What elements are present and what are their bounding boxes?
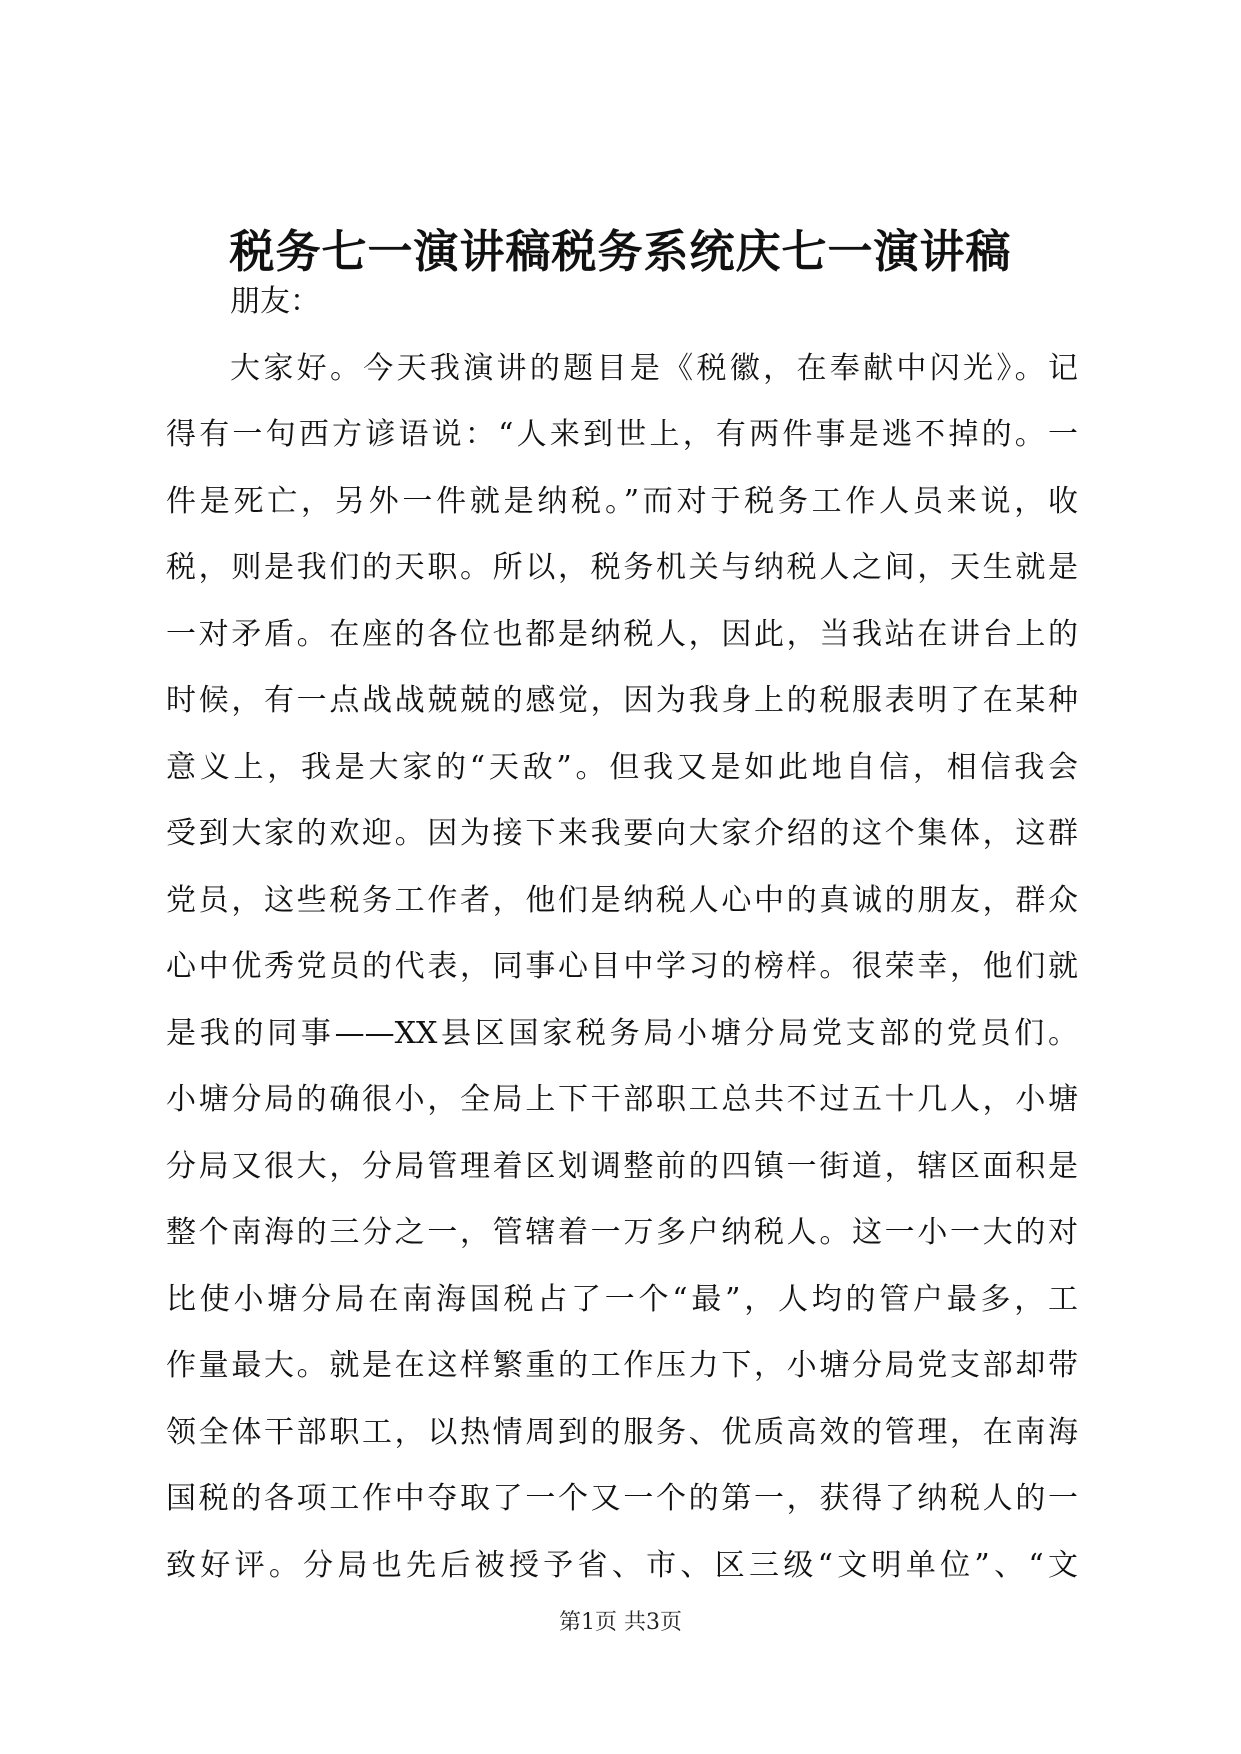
document-title: 税务七一演讲稿税务系统庆七一演讲稿	[229, 225, 1012, 278]
text-line: 比使小塘分局在南海国税占了一个“最”，人均的管户最多，工	[166, 1281, 1078, 1317]
text-line: 一对矛盾。在座的各位也都是纳税人，因此，当我站在讲台上的	[166, 616, 1078, 652]
text-line: 领全体干部职工，以热情周到的服务、优质高效的管理，在南海	[166, 1414, 1078, 1450]
text-line: 件是死亡，另外一件就是纳税。”而对于税务工作人员来说，收	[166, 483, 1078, 519]
page-number-footer: 第1页 共3页	[559, 1610, 682, 1635]
salutation-line: 朋友：	[230, 284, 320, 319]
text-line: 意义上，我是大家的“天敌”。但我又是如此地自信，相信我会	[166, 749, 1078, 785]
text-line: 心中优秀党员的代表，同事心目中学习的榜样。很荣幸，他们就	[166, 949, 1078, 984]
text-line: 致好评。分局也先后被授予省、市、区三级“文明单位”、“文	[166, 1547, 1078, 1583]
text-line: 分局又很大，分局管理着区划调整前的四镇一街道，辖区面积是	[166, 1148, 1078, 1184]
text-line: 税，则是我们的天职。所以，税务机关与纳税人之间，天生就是	[166, 550, 1078, 585]
text-line: 受到大家的欢迎。因为接下来我要向大家介绍的这个集体，这群	[166, 816, 1078, 851]
text-line: 时候，有一点战战兢兢的感觉，因为我身上的税服表明了在某种	[166, 683, 1078, 718]
text-line: 小塘分局的确很小，全局上下干部职工总共不过五十几人，小塘	[166, 1082, 1078, 1117]
text-line: 是我的同事——XX县区国家税务局小塘分局党支部的党员们。	[166, 1015, 1078, 1051]
text-line: 大家好。今天我演讲的题目是《税徽，在奉献中闪光》。记	[230, 350, 1078, 386]
text-line: 得有一句西方谚语说：“人来到世上，有两件事是逃不掉的。一	[166, 417, 1078, 452]
text-line: 作量最大。就是在这样繁重的工作压力下，小塘分局党支部却带	[166, 1348, 1078, 1383]
text-line: 整个南海的三分之一，管辖着一万多户纳税人。这一小一大的对	[166, 1215, 1078, 1250]
document-body	[166, 269, 1078, 1599]
text-line: 国税的各项工作中夺取了一个又一个的第一，获得了纳税人的一	[166, 1481, 1078, 1516]
text-line: 党员，这些税务工作者，他们是纳税人心中的真诚的朋友，群众	[166, 882, 1078, 918]
